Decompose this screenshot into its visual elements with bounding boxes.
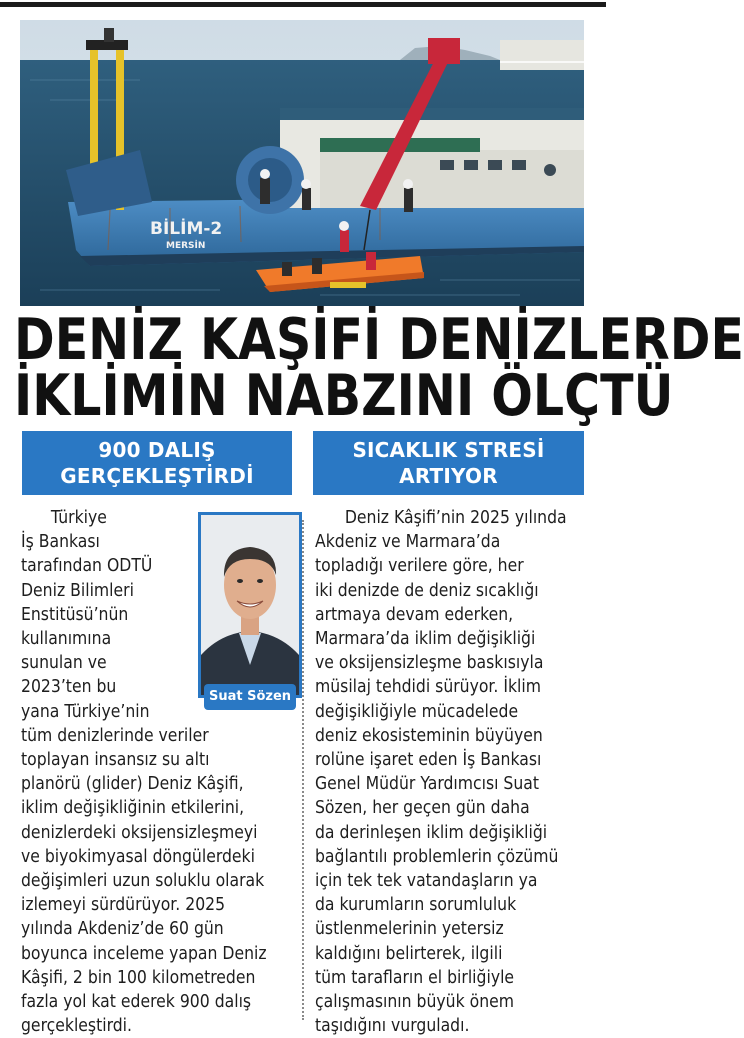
text-line: da kurumların sorumluluk — [315, 895, 517, 916]
section-heading-heat-stress-line-1: SICAKLIK STRESİ — [352, 438, 545, 462]
text-line: kullanımına — [21, 629, 112, 650]
text-line: müsilaj tehdidi sürüyor. İklim — [315, 677, 542, 698]
ship-name-text: BİLİM-2 — [150, 219, 223, 239]
headline-line-2: İKLİMİN NABZINI ÖLÇTÜ — [14, 363, 674, 429]
text-line: İş Bankası — [21, 532, 100, 553]
text-line: değişikliğiyle mücadelede — [315, 701, 519, 722]
text-line: Deniz Bilimleri — [21, 580, 134, 601]
text-line: 2023’ten bu — [21, 677, 117, 698]
text-line: toplayan insansız su altı — [21, 750, 210, 771]
text-line: deniz ekosisteminin büyüyen — [315, 725, 543, 746]
section-heading-dives-line-1: 900 DALIŞ — [98, 438, 216, 462]
text-line: Türkiye — [21, 508, 107, 528]
top-rule — [0, 2, 606, 7]
text-line: Genel Müdür Yardımcısı Suat — [315, 774, 540, 795]
text-line: Sözen, her geçen gün daha — [315, 798, 530, 819]
text-line: iklim değişikliğinin etkilerini, — [21, 798, 245, 819]
text-line: topladığı verilere göre, her — [315, 556, 524, 577]
text-line: planörü (glider) Deniz Kâşifi, — [21, 774, 244, 795]
section-heading-heat-stress-line-2: ARTIYOR — [399, 464, 498, 488]
text-line: kaldığını belirterek, ilgili — [315, 943, 503, 964]
text-line: Enstitüsü’nün — [21, 604, 129, 625]
text-line: çalışmasının büyük önem — [315, 992, 515, 1013]
text-line: değişimleri uzun soluklu olarak — [21, 871, 265, 892]
text-line: Akdeniz ve Marmara’da — [315, 532, 501, 553]
right-article-column — [315, 506, 567, 1038]
text-line: ve oksijensizleşme baskısıyla — [315, 653, 544, 674]
text-line: Kâşifi, 2 bin 100 kilometreden — [21, 967, 256, 988]
text-line: tüm tarafların el birliğiyle — [315, 967, 515, 988]
text-line: rolüne işaret eden İş Bankası — [315, 750, 542, 771]
portrait-suat-sozen — [198, 512, 302, 712]
text-line: tarafından ODTÜ — [21, 556, 153, 577]
headline-line-1: DENİZ KAŞİFİ DENİZLERDE — [14, 307, 744, 373]
text-line: bağlantılı problemlerin çözümü — [315, 846, 559, 867]
portrait-photo — [198, 512, 302, 698]
headline — [14, 307, 744, 429]
text-line: tüm denizlerinde veriler — [21, 725, 209, 746]
column-divider — [302, 520, 304, 1020]
section-heading-heat-stress — [313, 431, 584, 495]
text-line: yılında Akdeniz’de 60 gün — [21, 919, 224, 940]
text-line: artmaya devam ederken, — [315, 604, 514, 625]
text-line: izlemeyi sürdürüyor. 2025 — [21, 895, 226, 916]
text-line: denizlerdeki oksijensizleşmeyi — [21, 822, 258, 843]
ship-port-text: MERSİN — [166, 241, 206, 251]
section-heading-dives-line-2: GERÇEKLEŞTİRDİ — [60, 464, 254, 488]
text-line: Deniz Kâşifi’nin 2025 yılında — [315, 508, 567, 528]
text-line: taşıdığını vurguladı. — [315, 1016, 470, 1037]
text-line: gerçekleştirdi. — [21, 1016, 132, 1037]
text-line: ve biyokimyasal döngülerdeki — [21, 846, 255, 867]
text-line: yana Türkiye’nin — [21, 701, 150, 722]
text-line: Marmara’da iklim değişikliği — [315, 629, 536, 650]
text-line: iki denizde de deniz sıcaklığı — [315, 580, 539, 601]
portrait-name-badge: Suat Sözen — [204, 684, 296, 710]
text-line: fazla yol kat ederek 900 dalış — [21, 992, 252, 1013]
research-vessel-photo — [20, 20, 584, 306]
text-line: da derinleşen iklim değişikliği — [315, 822, 548, 843]
text-line: üstlenmelerinin yetersiz — [315, 919, 504, 940]
text-line: sunulan ve — [21, 653, 107, 674]
section-heading-dives — [22, 431, 292, 495]
text-line: için tek tek vatandaşların ya — [315, 871, 538, 892]
text-line: boyunca inceleme yapan Deniz — [21, 943, 267, 964]
